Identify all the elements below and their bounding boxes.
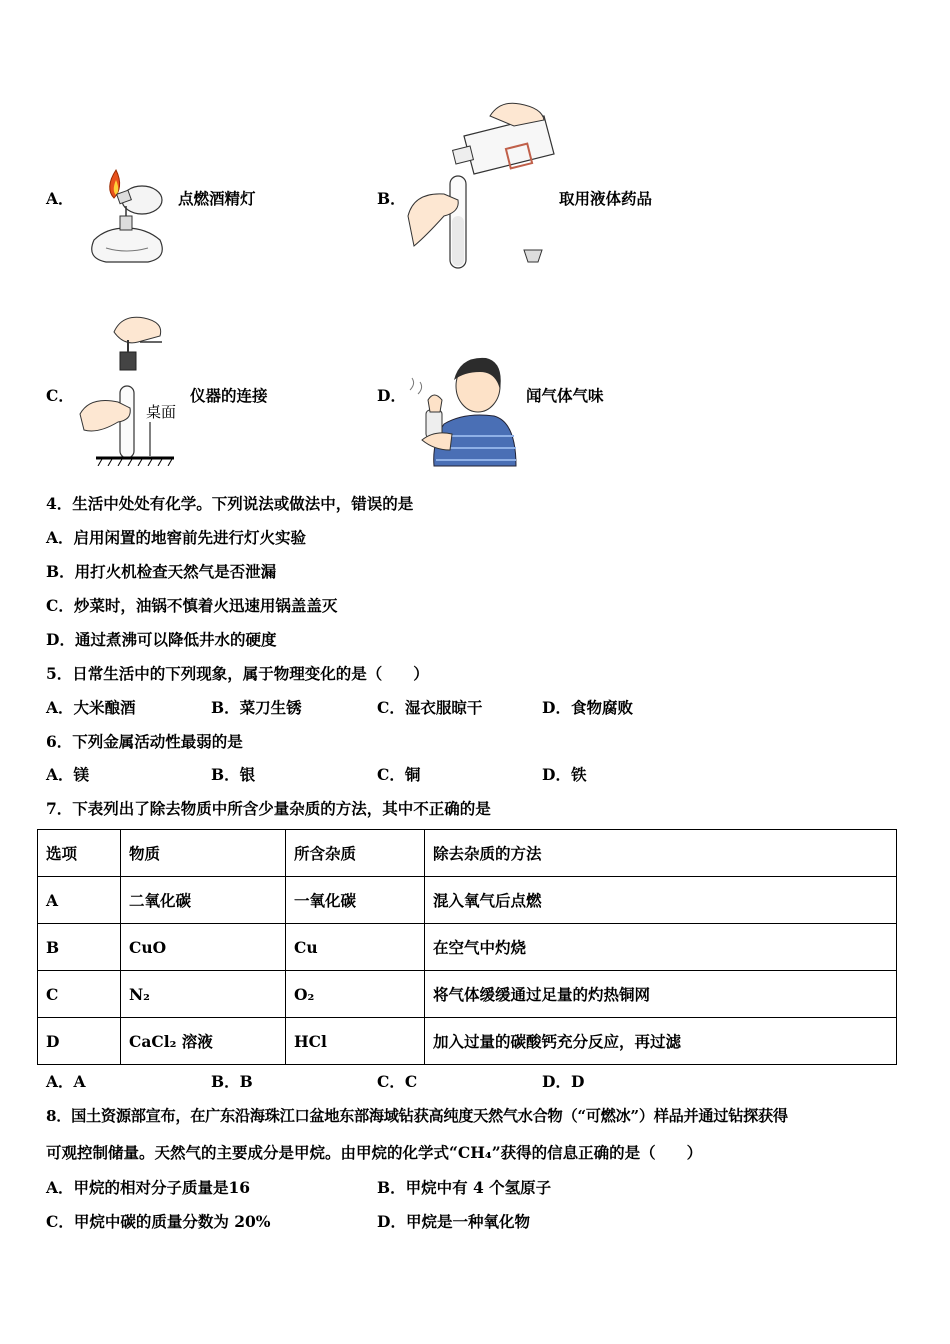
option-c-label: 仪器的连接: [190, 386, 268, 405]
q4-option-b: B．用打火机检查天然气是否泄漏: [46, 562, 277, 581]
apparatus-connection-figure: [78, 310, 188, 466]
table-cell: CuO: [121, 924, 286, 971]
q7-stem: 7．下表列出了除去物质中所含少量杂质的方法，其中不正确的是: [46, 799, 491, 818]
q5-option-b: B．菜刀生锈: [211, 698, 302, 717]
table-cell: B: [38, 924, 121, 971]
table-cell: O₂: [286, 971, 425, 1018]
q6-option-c: C．铜: [377, 765, 421, 784]
table-header-row: [38, 830, 897, 877]
q8-option-b: B．甲烷中有 4 个氢原子: [377, 1178, 552, 1197]
q8-option-a: A．甲烷的相对分子质量是16: [46, 1178, 251, 1197]
alcohol-lamp-lighting-figure: [76, 162, 176, 270]
table-cell: 加入过量的碳酸钙充分反应，再过滤: [425, 1018, 897, 1065]
q7-option-b: B．B: [211, 1072, 253, 1091]
table-surface-label: 桌面: [146, 403, 177, 421]
q4-option-c: C．炒菜时，油锅不慎着火迅速用锅盖盖灭: [46, 596, 338, 615]
q4-stem: 4．生活中处处有化学。下列说法或做法中，错误的是: [46, 494, 414, 513]
q5-option-d: D．食物腐败: [542, 698, 633, 717]
pouring-liquid-figure: [404, 96, 564, 272]
header-cell: 所含杂质: [286, 830, 425, 877]
q8-stem-line2: 可观控制储量。天然气的主要成分是甲烷。由甲烷的化学式“CH₄”获得的信息正确的是（ ）: [46, 1143, 703, 1162]
option-b-label: 取用液体药品: [559, 189, 653, 208]
q4-option-a: A．启用闲置的地窖前先进行灯火实验: [46, 528, 307, 547]
q7-option-d: D．D: [542, 1072, 585, 1091]
table-cell: D: [38, 1018, 121, 1065]
q7-option-a: A．A: [46, 1072, 86, 1091]
table-cell: HCl: [286, 1018, 425, 1065]
table-row: [38, 971, 897, 1018]
table-cell: 混入氧气后点燃: [425, 877, 897, 924]
impurity-removal-table: [37, 829, 897, 1065]
q6-option-a: A．镁: [46, 765, 90, 784]
smelling-gas-figure: [404, 350, 522, 468]
table-row: [38, 1018, 897, 1065]
q6-option-d: D．铁: [542, 765, 587, 784]
table-cell: 一氧化碳: [286, 877, 425, 924]
q8-option-d: D．甲烷是一种氧化物: [377, 1212, 530, 1231]
option-d-letter: D．: [377, 386, 406, 405]
table-row: [38, 877, 897, 924]
option-b-letter: B．: [377, 189, 406, 208]
q5-option-a: A．大米酿酒: [46, 698, 136, 717]
header-cell: 除去杂质的方法: [425, 830, 897, 877]
table-cell: Cu: [286, 924, 425, 971]
q8-stem-line1: 8．国土资源部宣布，在广东沿海珠江口盆地东部海域钻获高纯度天然气水合物（“可燃冰”）样品并通过钻探获得: [46, 1107, 788, 1125]
table-cell: N₂: [121, 971, 286, 1018]
q4-option-d: D．通过煮沸可以降低井水的硬度: [46, 630, 277, 649]
option-a-label: 点燃酒精灯: [178, 189, 256, 208]
table-cell: CaCl₂ 溶液: [121, 1018, 286, 1065]
q6-option-b: B．银: [211, 765, 256, 784]
header-cell: 选项: [38, 830, 121, 877]
table-cell: 在空气中灼烧: [425, 924, 897, 971]
q8-option-c: C．甲烷中碳的质量分数为 20%: [46, 1212, 271, 1231]
q6-stem: 6．下列金属活动性最弱的是: [46, 732, 243, 751]
header-cell: 物质: [121, 830, 286, 877]
table-cell: C: [38, 971, 121, 1018]
table-cell: A: [38, 877, 121, 924]
q5-stem: 5．日常生活中的下列现象，属于物理变化的是（ ）: [46, 664, 429, 683]
option-c-letter: C．: [46, 386, 74, 405]
option-d-label: 闻气体气味: [526, 386, 604, 405]
table-row: [38, 924, 897, 971]
q7-option-c: C．C: [377, 1072, 418, 1091]
table-cell: 将气体缓缓通过足量的灼热铜网: [425, 971, 897, 1018]
q5-option-c: C．湿衣服晾干: [377, 698, 483, 717]
table-cell: 二氧化碳: [121, 877, 286, 924]
option-a-letter: A．: [46, 189, 74, 208]
